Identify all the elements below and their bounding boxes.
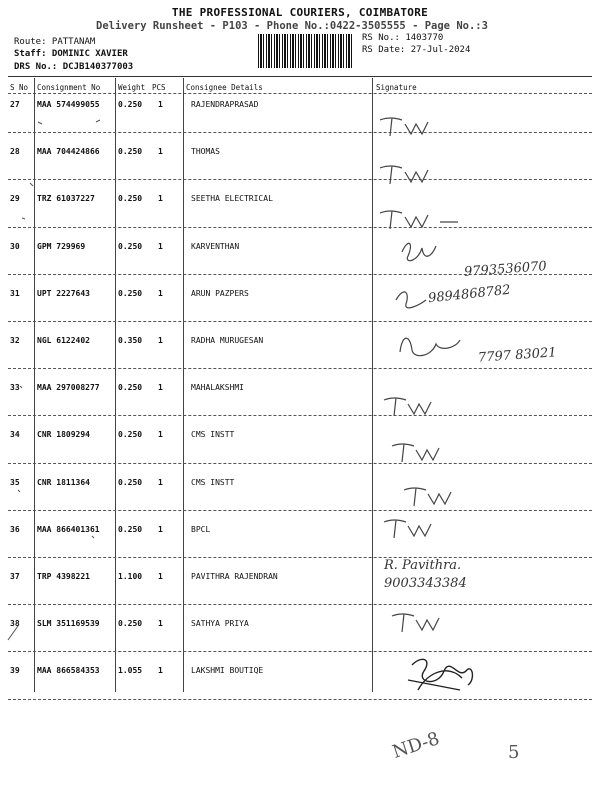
row-sno: 36: [10, 524, 20, 534]
row-consignment-no: CNR 1809294: [37, 430, 90, 440]
row-weight: 0.250: [118, 100, 143, 109]
row-pcs: 1: [158, 666, 163, 676]
signature-phone-32: 7797 83021: [477, 345, 558, 366]
row-pcs: 1: [158, 619, 163, 629]
row-consignee: CMS INSTT: [191, 430, 235, 440]
row-pcs: 1: [158, 336, 163, 345]
signature-pavithra: R. Pavithra. 9003343384: [384, 558, 467, 591]
row-consignee: THOMAS: [191, 147, 220, 157]
row-pcs: 1: [158, 477, 163, 487]
row-consignee: ARUN PAZPERS: [191, 288, 249, 298]
row-consignee: SEETHA ELECTRICAL: [191, 194, 273, 204]
row-sno: 37: [10, 572, 20, 581]
row-consignee: KARVENTHAN: [191, 241, 240, 251]
row-consignment-no: TRP 4398221: [37, 572, 90, 581]
col-header-sno: S No: [10, 83, 29, 92]
row-pcs: 1: [158, 288, 163, 298]
row-sno: 38: [10, 619, 20, 629]
row-sno: 35: [10, 477, 20, 487]
row-sno: 32: [10, 336, 20, 345]
row-consignee: RADHA MURUGESAN: [191, 336, 264, 345]
row-weight: 0.250: [118, 477, 143, 487]
signature-phone-31: 9894868782: [427, 282, 512, 307]
row-consignment-no: CNR 1811364: [37, 477, 90, 487]
row-consignee: LAKSHMI BOUTIQE: [191, 666, 264, 676]
rs-date: RS Date: 27-Jul-2024: [362, 45, 471, 55]
row-weight: 1.055: [118, 666, 143, 676]
row-sno: 28: [10, 147, 20, 157]
row-weight: 0.250: [118, 194, 143, 204]
row-pcs: 1: [158, 147, 163, 157]
row-weight: 0.250: [118, 147, 143, 157]
col-header-consignee: Consignee Details: [186, 83, 263, 92]
row-weight: 0.250: [118, 430, 143, 440]
document-title: THE PROFESSIONAL COURIERS, COIMBATORE: [171, 6, 429, 19]
row-weight: 0.250: [118, 383, 143, 393]
row-consignment-no: MAA 866401361: [37, 524, 100, 534]
row-consignee: SATHYA PRIYA: [191, 619, 249, 629]
col-header-pcs: PCS: [152, 83, 166, 92]
col-header-signature: Signature: [376, 83, 417, 92]
row-consignment-no: SLM 351169539: [37, 619, 100, 629]
row-consignment-no: TRZ 61037227: [37, 194, 95, 204]
row-weight: 0.350: [118, 336, 143, 345]
row-weight: 1.100: [118, 572, 143, 581]
row-weight: 0.250: [118, 619, 143, 629]
row-sno: 27: [10, 100, 20, 109]
drs-number: DRS No.: DCJB140377003: [14, 62, 134, 72]
row-pcs: 1: [158, 100, 163, 109]
row-consignment-no: NGL 6122402: [37, 336, 90, 345]
row-consignment-no: MAA 297008277: [37, 383, 100, 393]
row-sno: 31: [10, 288, 20, 298]
col-header-weight: Weight: [118, 83, 146, 92]
row-sno: 30: [10, 241, 20, 251]
row-pcs: 1: [158, 194, 163, 204]
row-consignee: RAJENDRAPRASAD: [191, 100, 259, 109]
row-weight: 0.250: [118, 241, 143, 251]
row-consignment-no: MAA 704424866: [37, 147, 100, 157]
row-pcs: 1: [158, 524, 163, 534]
row-consignment-no: GPM 729969: [37, 241, 86, 251]
runsheet-subtitle: Delivery Runsheet - P103 - Phone No.:0422-3505555 - Page No.:3: [96, 20, 488, 32]
row-sno: 34: [10, 430, 20, 440]
handwritten-mark: 5: [508, 742, 520, 763]
staff-label: Staff: DOMINIC XAVIER: [14, 49, 128, 59]
row-pcs: 1: [158, 383, 163, 393]
row-pcs: 1: [158, 430, 163, 440]
row-consignee: BPCL: [191, 524, 211, 534]
row-consignee: MAHALAKSHMI: [191, 383, 244, 393]
row-pcs: 1: [158, 572, 163, 581]
handwritten-note: ND-8: [389, 728, 443, 763]
row-sno: 39: [10, 666, 20, 676]
row-consignment-no: MAA 866584353: [37, 666, 100, 676]
rs-number: RS No.: 1403770: [362, 33, 444, 43]
row-weight: 0.250: [118, 288, 143, 298]
row-consignee: CMS INSTT: [191, 477, 235, 487]
signature-phone-30: 9793536070: [463, 259, 548, 280]
route-label: Route: PATTANAM: [14, 37, 96, 47]
row-sno: 33: [10, 383, 20, 393]
col-header-consignment: Consignment No: [37, 83, 101, 92]
row-consignment-no: MAA 574499055: [37, 100, 100, 109]
row-sno: 29: [10, 194, 20, 204]
row-weight: 0.250: [118, 524, 143, 534]
row-consignment-no: UPT 2227643: [37, 288, 90, 298]
row-pcs: 1: [158, 241, 163, 251]
row-consignee: PAVITHRA RAJENDRAN: [191, 572, 278, 581]
